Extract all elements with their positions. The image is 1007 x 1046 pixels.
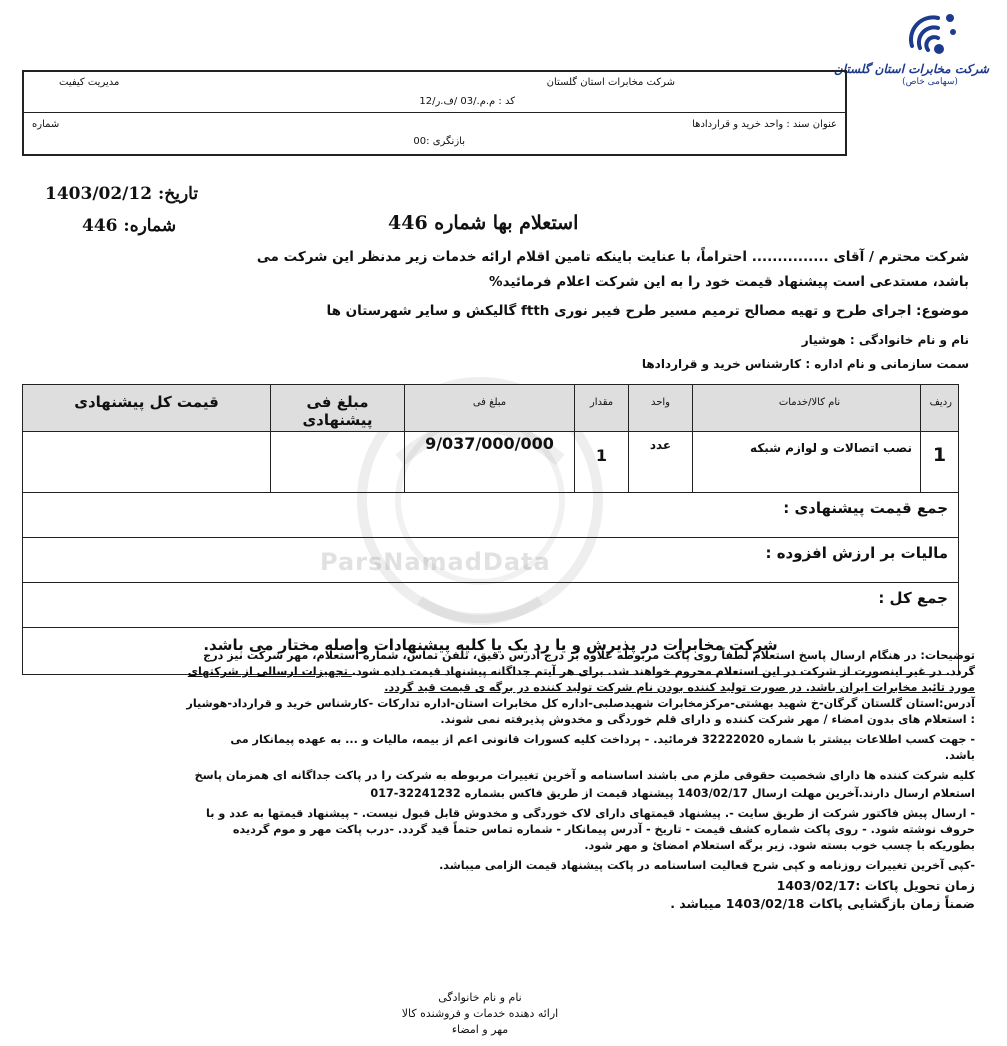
signature-block bbox=[370, 990, 590, 1038]
note-line-2b: تجهیزات ارسالی از شرکتهای bbox=[187, 665, 352, 678]
cell-qty: 1 bbox=[575, 432, 629, 493]
letter-number: شماره: 446 bbox=[82, 216, 177, 236]
cell-proposed-total bbox=[23, 432, 271, 493]
header-dept: مدیریت کیفیت bbox=[59, 77, 120, 88]
header-revision: بازنگری :00 bbox=[413, 136, 465, 147]
intro-line-2: باشد، مستدعی است پیشنهاد قیمت خود را به این شرکت اعلام فرمائید% bbox=[489, 274, 969, 290]
col-header-unit: واحد bbox=[629, 385, 693, 432]
signature-name-label: نام و نام خانوادگی bbox=[438, 991, 522, 1004]
total-label: جمع کل : bbox=[23, 583, 959, 628]
total-row bbox=[23, 583, 959, 628]
col-header-proposed-total: قیمت کل پیشنهادی bbox=[23, 385, 271, 432]
note-line-11: حروف نوشته شود. - روی پاکت شماره کشف قیمت - تاریخ - آدرس پیمانکار - شماره تماس حتماً قید گردد. -درب پاکت مهر و موم گردیده bbox=[232, 823, 975, 836]
cell-proposed-unit bbox=[271, 432, 405, 493]
col-header-qty: مقدار bbox=[575, 385, 629, 432]
note-line-1: توضیحات: در هنگام ارسال پاسخ استعلام لطفاً روی پاکت مربوطه علاوه بر درج آدرس دقیق، تلفن تماس، شماره استعلام، مهر شرکت نیز درج bbox=[203, 649, 975, 662]
logo-text: شرکت مخابرات استان گلستان bbox=[833, 62, 989, 76]
header-number-label: شماره bbox=[32, 119, 60, 130]
col-header-proposed-unit: مبلغ فی پیشنهادی bbox=[271, 385, 405, 432]
note-line-5: : استعلام های بدون امضاء / مهر شرکت کننده و دارای قلم خوردگی و مخدوش پذیرفته نمی شوند. bbox=[440, 713, 975, 726]
note-line-7: باشد. bbox=[944, 749, 975, 762]
document-header bbox=[22, 70, 847, 156]
cell-unit-price: 9/037/000/000 bbox=[405, 432, 575, 493]
note-line-9: استعلام ارسال دارند.آخرین مهلت ارسال 1403/02/17 پیشنهاد قیمت از طریق فاکس بشماره 32241232-017 bbox=[370, 787, 975, 800]
note-line-13: -کپی آخرین تغییرات روزنامه و کپی شرح فعالیت اساسنامه در پاکت پیشنهاد قیمت الزامی میباشد. bbox=[439, 859, 975, 872]
items-table bbox=[22, 384, 959, 675]
delivery-date: زمان تحویل پاکات :1403/02/17 bbox=[776, 878, 975, 893]
note-line-12: بطوریکه با چسب خوب بسته شود. زیر برگه استعلام امضائ و مهر شود. bbox=[584, 839, 975, 852]
contact-name: نام و نام خانوادگی : هوشیار bbox=[801, 333, 969, 347]
opening-date: ضمناً زمان بازگشایی پاکات 1403/02/18 میباشد . bbox=[670, 896, 975, 911]
contact-position: سمت سازمانی و نام اداره : کارشناس خرید و قراردادها bbox=[641, 357, 969, 371]
cell-item: نصب اتصالات و لوازم شبکه bbox=[693, 432, 921, 493]
col-header-item: نام کالا/خدمات bbox=[693, 385, 921, 432]
logo-subtext: (سهامی خاص) bbox=[902, 77, 958, 87]
vat-label: مالیات بر ارزش افزوده : bbox=[23, 538, 959, 583]
note-line-8: کلیه شرکت کننده ها دارای شخصیت حقوقی ملزم می باشند اساسنامه و آخرین تغییرات مربوطه به شرکت را در پاکت جداگانه ای همزمان پاسخ bbox=[194, 769, 975, 782]
table-header-row bbox=[23, 385, 959, 432]
rights-note: شرکت مخابرات در پذیرش و یا رد یک یا کلیه پیشنهادات واصله مختار می باشد. bbox=[23, 628, 959, 675]
telecom-logo-icon bbox=[898, 6, 962, 60]
intro-line-1: شرکت محترم / آقای ............... احتراماً، با عنایت باینکه تامین اقلام ارائه خدمات زیر مدنظر این شرکت می bbox=[256, 249, 969, 265]
col-header-unit-price: مبلغ فی bbox=[405, 385, 575, 432]
table-row bbox=[23, 432, 959, 493]
signature-stamp-label: مهر و امضاء bbox=[451, 1023, 509, 1036]
note-line-2 bbox=[188, 664, 975, 680]
letter-date: تاریخ: 1403/02/12 bbox=[45, 184, 199, 204]
watermark-text: ParsNamadData bbox=[320, 548, 551, 576]
header-org: شرکت مخابرات استان گلستان bbox=[546, 77, 675, 88]
header-doc-title: عنوان سند : واحد خرید و قراردادها bbox=[692, 119, 837, 130]
header-top-row bbox=[24, 72, 845, 113]
col-header-row: ردیف bbox=[921, 385, 959, 432]
subject-line: موضوع: اجرای طرح و تهیه مصالح ترمیم مسیر طرح فیبر نوری ftth گالیکش و سایر شهرستان ها bbox=[326, 303, 969, 319]
page-title: استعلام بها شماره 446 bbox=[388, 212, 579, 234]
note-line-6: - جهت کسب اطلاعات بیشتر با شماره 32222020 فرمائید. - پرداخت کلیه کسورات قانونی اعم از بیمه، مالیات و ... به عهده پیمانکار می bbox=[230, 733, 975, 746]
note-line-10: - ارسال پیش فاکتور شرکت از طریق سایت -. پیشنهاد قیمتهای دارای لاک خوردگی و مخدوش قابل قبول نیست. - پیشنهاد قیمتها به عدد و با bbox=[206, 807, 975, 820]
header-code: کد : م.م./03 /ف.ر/12 bbox=[419, 96, 515, 107]
note-line-3: مورد تائید مخابرات ایران باشد. در صورت تولید کننده بودن نام شرکت تولید کننده در برگه ی قیمت قید گردد. bbox=[384, 681, 975, 694]
sum-label: جمع قیمت پیشنهادی : bbox=[23, 493, 959, 538]
cell-row: 1 bbox=[921, 432, 959, 493]
note-line-2a: گردد. در غیر اینصورت از شرکت در این استعلام محروم خواهند شد. برای هر آیتم جداگانه پیشنهاد قیمت داده شود. bbox=[351, 665, 975, 678]
cell-unit: عدد bbox=[629, 432, 693, 493]
company-logo bbox=[833, 6, 989, 118]
note-line-4: آدرس:استان گلستان گرگان-خ شهید بهشتی-مرکزمخابرات شهیدصلبی-اداره کل مخابرات استان-اداره تدارکات -کارشناس خرید و قرارداد-هوشیار bbox=[186, 697, 975, 710]
signature-role-label: ارائه دهنده خدمات و فروشنده کالا bbox=[401, 1007, 559, 1020]
vat-row bbox=[23, 538, 959, 583]
sum-row bbox=[23, 493, 959, 538]
